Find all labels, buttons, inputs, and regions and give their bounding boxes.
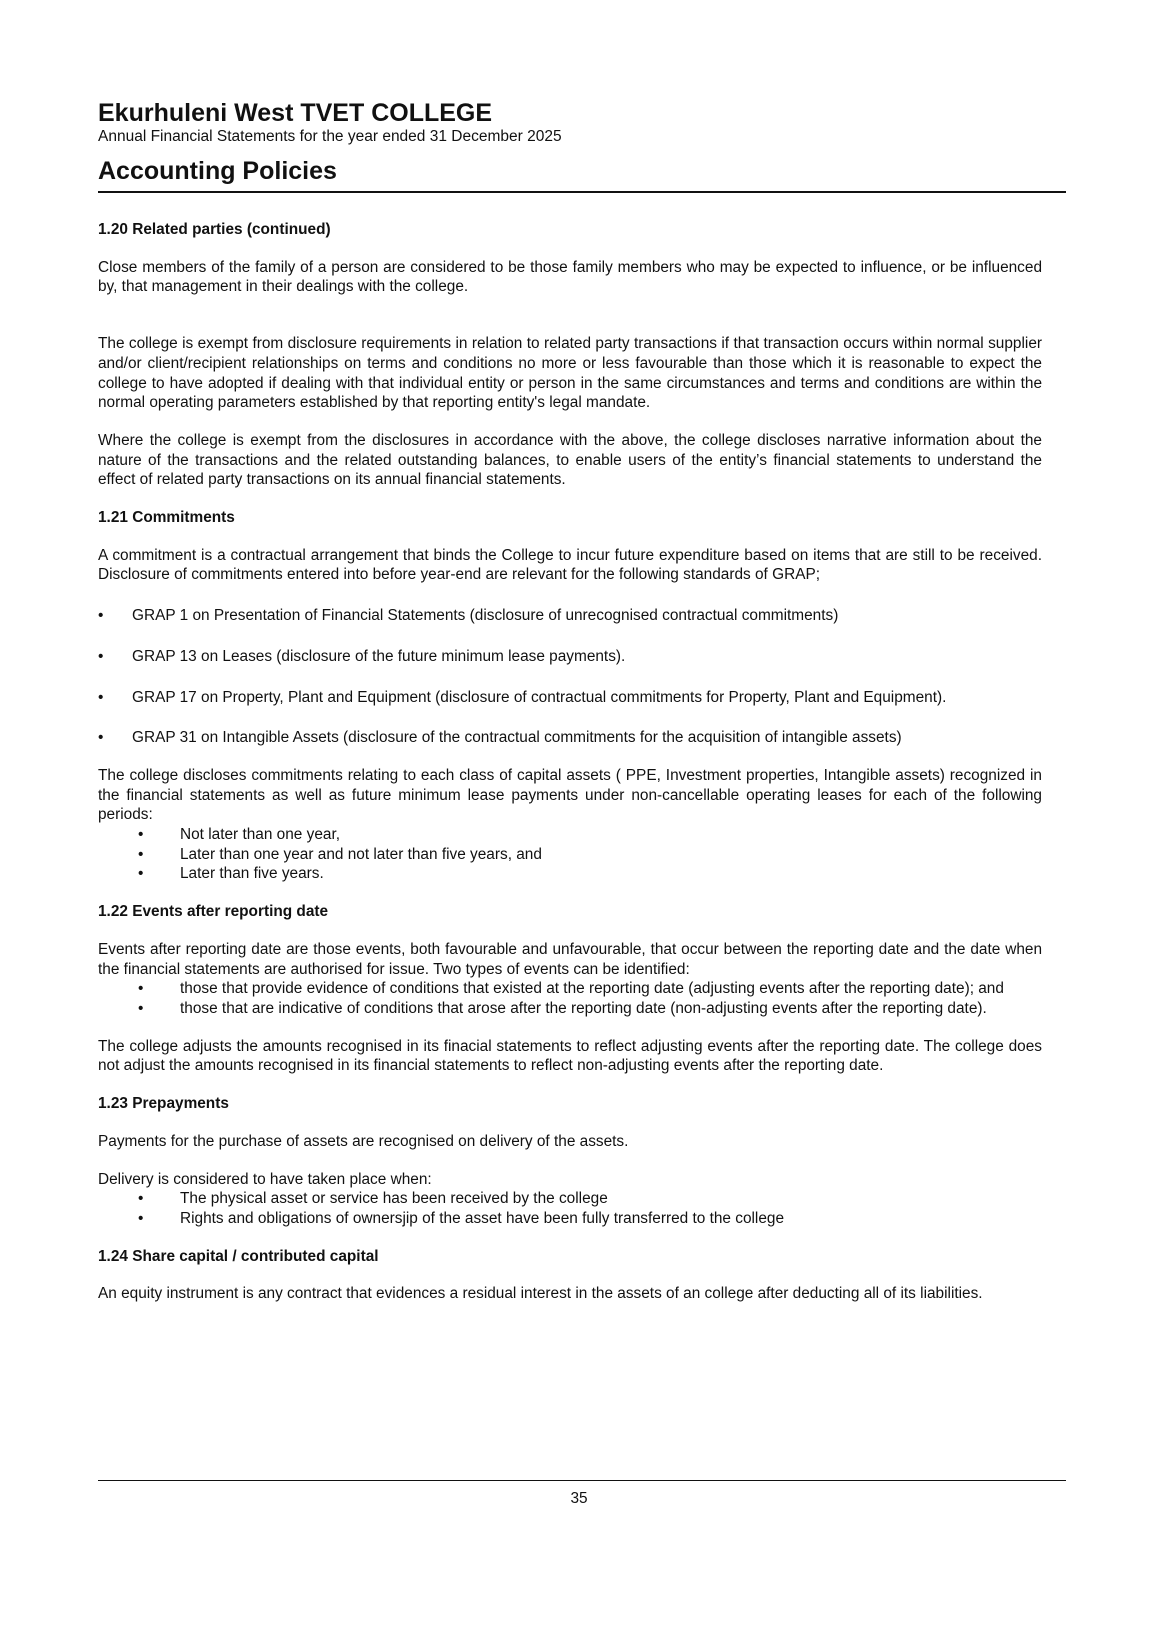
heading-1-23: 1.23 Prepayments: [98, 1095, 229, 1113]
header-divider: [98, 191, 1066, 193]
event-types-list: [98, 979, 1042, 1018]
paragraph: A commitment is a contractual arrangement that binds the College to incur future expenditure based on items that are still to be received. Disclosure of commitments entered into before year-end are relevant for the following standards of GRAP;: [98, 546, 1042, 584]
list-item: • Rights and obligations of ownersjip of the asset have been fully transferred to the college: [98, 1209, 1042, 1229]
list-item: • The physical asset or service has been received by the college: [98, 1189, 1042, 1209]
paragraph: Delivery is considered to have taken place when:: [98, 1170, 432, 1188]
list-item: • Later than one year and not later than five years, and: [98, 845, 1042, 865]
list-item: • GRAP 31 on Intangible Assets (disclosure of the contractual commitments for the acquisition of intangible assets): [98, 728, 1042, 748]
periods-list: [98, 825, 1042, 884]
paragraph: Close members of the family of a person are considered to be those family members who may be expected to influence, or be influenced by, that management in their dealings with the college.: [98, 258, 1042, 296]
list-item: • GRAP 13 on Leases (disclosure of the future minimum lease payments).: [98, 647, 1042, 667]
college-name: Ekurhuleni West TVET COLLEGE: [98, 99, 493, 127]
list-item: • GRAP 17 on Property, Plant and Equipment (disclosure of contractual commitments for Property, Plant and Equipment).: [98, 688, 1042, 708]
heading-1-22: 1.22 Events after reporting date: [98, 903, 329, 921]
heading-1-21: 1.21 Commitments: [98, 509, 235, 527]
paragraph: The college discloses commitments relating to each class of capital assets ( PPE, Investment properties, Intangible assets) recognized in the financial statements as well as future minimum lease payments under non-cancellable operating leases for each of the following periods:: [98, 766, 1042, 824]
list-item: • those that provide evidence of conditions that existed at the reporting date (adjusting events after the reporting date); and: [98, 979, 1042, 999]
list-item: • GRAP 1 on Presentation of Financial Statements (disclosure of unrecognised contractual commitments): [98, 606, 1042, 626]
paragraph: The college is exempt from disclosure requirements in relation to related party transactions if that transaction occurs within normal supplier and/or client/recipient relationships on terms and conditions no more or less favourable than those which it is reasonable to expect the college to have adopted if dealing with that individual entity or person in the same circumstances and terms and conditions are within the normal operating parameters established by that reporting entity's legal mandate.: [98, 335, 1042, 412]
delivery-conditions-list: [98, 1189, 1042, 1228]
list-item: • Later than five years.: [98, 864, 1042, 884]
grap-standards-list: [98, 606, 1042, 748]
report-subtitle: Annual Financial Statements for the year ended 31 December 2025: [98, 128, 562, 145]
list-item: • Not later than one year,: [98, 825, 1042, 845]
page: [98, 98, 1066, 1304]
heading-1-24: 1.24 Share capital / contributed capital: [98, 1247, 379, 1265]
paragraph: Events after reporting date are those events, both favourable and unfavourable, that occur between the reporting date and the date when the financial statements are authorised for issue. Two types of events can be identified:: [98, 940, 1042, 978]
paragraph: An equity instrument is any contract that evidences a residual interest in the assets of an college after deducting all of its liabilities.: [98, 1285, 983, 1303]
page-number: 35: [570, 1490, 588, 1507]
footer-divider: [98, 1480, 1066, 1481]
list-item: • those that are indicative of conditions that arose after the reporting date (non-adjusting events after the reporting date).: [98, 999, 1042, 1019]
heading-1-20: 1.20 Related parties (continued): [98, 221, 331, 238]
content: [98, 220, 1042, 1304]
paragraph: Payments for the purchase of assets are recognised on delivery of the assets.: [98, 1132, 629, 1150]
section-title: Accounting Policies: [98, 157, 337, 185]
paragraph: The college adjusts the amounts recognised in its finacial statements to reflect adjusting events after the reporting date. The college does not adjust the amounts recognised in its financial statements to reflect non-adjusting events after the reporting date.: [98, 1037, 1042, 1075]
paragraph: Where the college is exempt from the disclosures in accordance with the above, the college discloses narrative information about the nature of the transactions and the related outstanding balances, to enable users of the entity’s financial statements to understand the effect of related party transactions on its annual financial statements.: [98, 431, 1042, 489]
